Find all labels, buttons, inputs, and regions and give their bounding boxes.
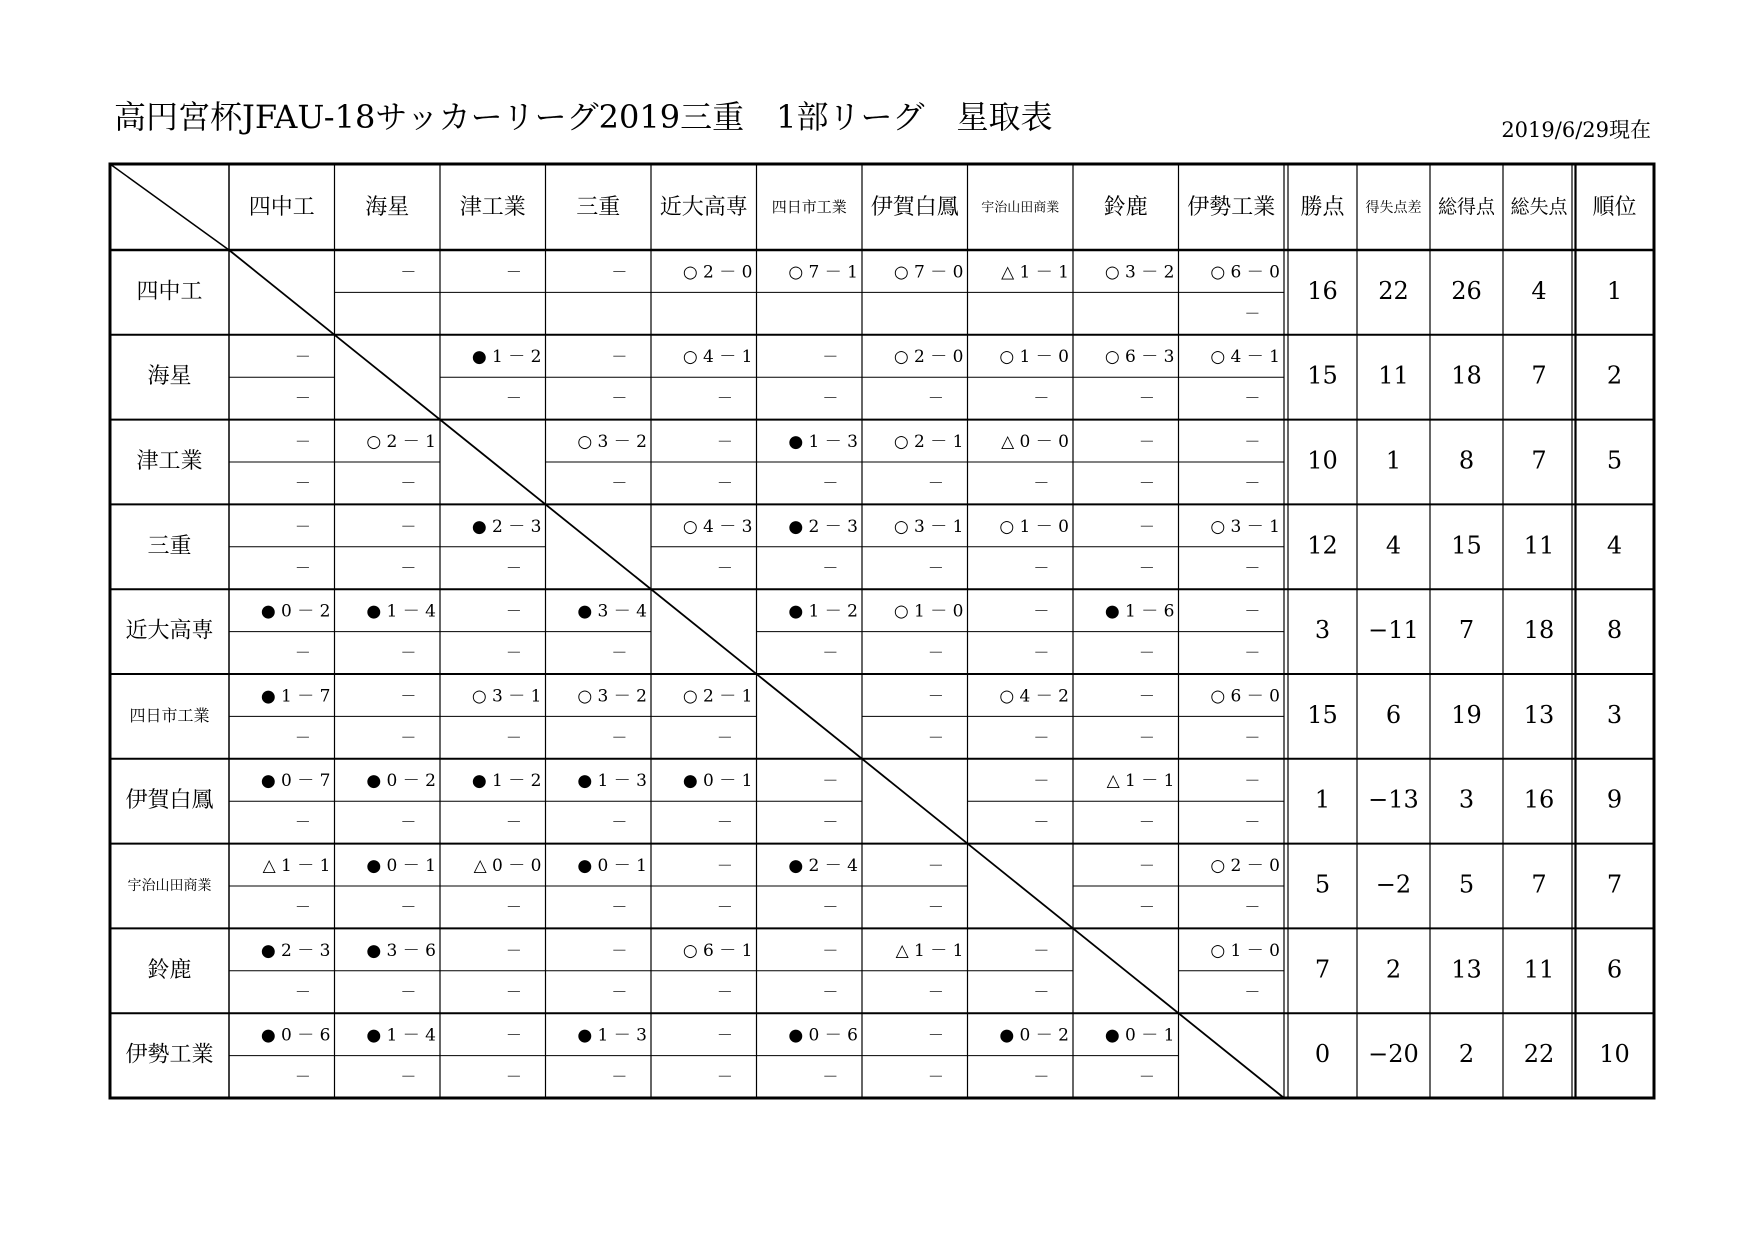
column-header-stat: 順位 — [1592, 195, 1637, 220]
match-result: － — [400, 897, 417, 917]
match-result: － — [400, 558, 417, 578]
match-result: ● 0 － 6 — [788, 1025, 858, 1046]
match-result: － — [822, 940, 839, 960]
match-result: ● 1 － 4 — [366, 601, 436, 622]
match-result: ● 3 － 4 — [577, 601, 647, 622]
match-result: ● 1 － 4 — [366, 1025, 436, 1046]
match-result: － — [611, 347, 628, 367]
match-result: － — [294, 982, 311, 1002]
stat-value: −20 — [1368, 1040, 1419, 1069]
page-title: 高円宮杯JFAU-18サッカーリーグ2019三重 1部リーグ 星取表 — [114, 98, 1053, 136]
match-result: ○ 4 － 3 — [682, 516, 753, 537]
row-header-team: 四日市工業 — [129, 705, 210, 725]
stat-value: 5 — [1314, 870, 1331, 899]
match-result: － — [822, 1067, 839, 1087]
match-result: △ 0 － 0 — [1001, 431, 1069, 452]
match-result: ○ 6 － 0 — [1210, 262, 1280, 283]
match-result: ○ 4 － 1 — [1210, 347, 1280, 368]
match-result: － — [294, 897, 311, 917]
stat-value: 5 — [1606, 446, 1623, 475]
stat-value: 26 — [1451, 276, 1482, 305]
match-result: － — [505, 982, 522, 1002]
match-result: － — [1138, 1067, 1155, 1087]
match-result: ● 0 － 2 — [366, 771, 436, 792]
match-result: ○ 4 － 1 — [682, 347, 753, 368]
match-result: － — [716, 855, 733, 875]
match-result: △ 1 － 1 — [1106, 771, 1175, 792]
stat-value: 16 — [1307, 276, 1338, 305]
stat-value: 13 — [1451, 955, 1482, 984]
match-result: － — [400, 686, 417, 706]
match-result: － — [1033, 473, 1050, 493]
stat-value: −2 — [1375, 870, 1412, 899]
match-result: － — [505, 727, 522, 747]
match-result: － — [294, 516, 311, 536]
match-result: － — [822, 982, 839, 1002]
column-header-stat: 得失点差 — [1365, 200, 1422, 216]
match-result: － — [822, 897, 839, 917]
row-header-team: 四中工 — [136, 279, 203, 305]
match-result: － — [1033, 388, 1050, 408]
match-result: ○ 2 － 1 — [682, 686, 753, 707]
match-result: － — [927, 855, 944, 875]
match-result: － — [1138, 897, 1155, 917]
match-result: － — [1033, 1067, 1050, 1087]
match-result: － — [822, 388, 839, 408]
stat-value: 22 — [1523, 1040, 1555, 1069]
match-result: ● 2 － 3 — [471, 516, 542, 537]
match-result: － — [1033, 558, 1050, 578]
match-result: ○ 1 － 0 — [893, 601, 964, 622]
match-result: － — [1244, 558, 1261, 578]
match-result: － — [294, 558, 311, 578]
stat-value: 10 — [1307, 446, 1338, 475]
match-result: ○ 1 － 0 — [999, 516, 1069, 537]
stat-value: 1 — [1314, 785, 1331, 814]
match-result: ● 1 － 2 — [471, 347, 542, 368]
stat-value: 0 — [1314, 1040, 1331, 1069]
match-result: △ 1 － 1 — [895, 940, 964, 961]
match-result: － — [822, 347, 839, 367]
match-result: － — [716, 897, 733, 917]
table-border — [110, 164, 1654, 1098]
match-result: － — [611, 262, 628, 282]
match-result: ○ 7 － 0 — [893, 262, 964, 283]
match-result: ○ 3 － 2 — [577, 686, 647, 707]
match-result: － — [505, 1067, 522, 1087]
row-header-team: 海星 — [147, 364, 192, 390]
match-result: － — [1033, 771, 1050, 791]
stat-value: 1 — [1385, 446, 1402, 475]
stat-value: 16 — [1523, 785, 1555, 814]
match-result: ○ 6 － 1 — [682, 940, 753, 961]
match-result: － — [294, 643, 311, 663]
column-header-stat: 勝点 — [1300, 195, 1345, 220]
stat-value: 9 — [1606, 785, 1623, 814]
stat-value: 4 — [1531, 276, 1547, 305]
match-result: － — [1033, 643, 1050, 663]
match-result: － — [1244, 431, 1261, 451]
row-header-team: 宇治山田商業 — [127, 878, 212, 894]
match-result: － — [822, 558, 839, 578]
match-result: － — [927, 727, 944, 747]
match-result: － — [611, 643, 628, 663]
match-result: － — [716, 473, 733, 493]
match-result: － — [1244, 771, 1261, 791]
match-result: － — [927, 982, 944, 1002]
match-result: － — [505, 643, 522, 663]
stat-value: 7 — [1458, 616, 1475, 645]
match-result: ● 2 － 4 — [788, 855, 858, 876]
stat-value: 5 — [1458, 870, 1475, 899]
match-result: － — [1244, 727, 1261, 747]
match-result: ● 1 － 2 — [788, 601, 858, 622]
match-result: △ 1 － 1 — [1001, 262, 1069, 283]
stat-value: 4 — [1385, 531, 1402, 560]
match-result: － — [927, 897, 944, 917]
match-result: △ 0 － 0 — [473, 855, 542, 876]
match-result: － — [1244, 812, 1261, 832]
stat-value: 7 — [1606, 870, 1623, 899]
stat-value: 2 — [1606, 361, 1623, 390]
match-result: － — [1138, 812, 1155, 832]
match-result: － — [505, 262, 522, 282]
match-result: △ 1 － 1 — [262, 855, 331, 876]
match-result: － — [1033, 982, 1050, 1002]
match-result: － — [400, 727, 417, 747]
match-result: － — [1033, 812, 1050, 832]
column-header-team: 三重 — [576, 195, 621, 220]
match-result: ○ 3 － 2 — [1104, 262, 1175, 283]
stat-value: 7 — [1314, 955, 1331, 984]
match-result: － — [611, 897, 628, 917]
match-result: ● 0 － 2 — [999, 1025, 1069, 1046]
match-result: － — [294, 1067, 311, 1087]
row-header-team: 伊勢工業 — [125, 1042, 214, 1068]
match-result: － — [294, 347, 311, 367]
match-result: － — [505, 940, 522, 960]
match-result: ● 1 － 3 — [788, 431, 858, 452]
match-result: ● 1 － 3 — [577, 771, 647, 792]
stat-value: 2 — [1385, 955, 1402, 984]
match-result: ○ 1 － 0 — [1210, 940, 1280, 961]
match-result: ○ 2 － 0 — [1210, 855, 1280, 876]
match-result: ● 0 － 6 — [260, 1025, 331, 1046]
row-header-team: 三重 — [147, 533, 192, 559]
match-result: － — [1244, 303, 1261, 323]
match-result: － — [1138, 643, 1155, 663]
match-result: － — [294, 431, 311, 451]
stat-value: −11 — [1368, 616, 1419, 645]
match-result: － — [927, 473, 944, 493]
column-header-team: 伊賀白鳳 — [870, 195, 959, 220]
match-result: － — [1138, 686, 1155, 706]
stat-value: 18 — [1451, 361, 1482, 390]
column-header-team: 鈴鹿 — [1103, 195, 1148, 220]
match-result: － — [1138, 473, 1155, 493]
row-header-team: 近大高専 — [125, 618, 214, 644]
stat-value: 10 — [1599, 1040, 1630, 1069]
stat-value: −13 — [1368, 785, 1419, 814]
match-result: ● 2 － 3 — [788, 516, 858, 537]
column-header-team: 海星 — [365, 195, 410, 220]
match-result: － — [1244, 897, 1261, 917]
stat-value: 4 — [1606, 531, 1623, 560]
stat-value: 7 — [1531, 361, 1547, 390]
match-result: － — [400, 643, 417, 663]
match-result: ○ 3 － 1 — [893, 516, 964, 537]
stat-value: 3 — [1606, 700, 1623, 729]
match-result: ● 0 － 7 — [260, 771, 331, 792]
match-result: ● 0 － 1 — [577, 855, 647, 876]
match-result: － — [1033, 940, 1050, 960]
match-result: － — [294, 812, 311, 832]
match-result: － — [400, 516, 417, 536]
match-result: － — [822, 771, 839, 791]
column-header-team: 伊勢工業 — [1187, 195, 1276, 220]
stat-value: 6 — [1385, 700, 1402, 729]
match-result: ● 0 － 1 — [1104, 1025, 1175, 1046]
match-result: － — [1138, 431, 1155, 451]
row-header-team: 伊賀白鳳 — [125, 788, 214, 814]
stat-value: 1 — [1606, 276, 1623, 305]
match-result: － — [400, 1067, 417, 1087]
stat-value: 15 — [1451, 531, 1482, 560]
match-result: ● 1 － 2 — [471, 771, 542, 792]
match-result: － — [927, 643, 944, 663]
stat-value: 15 — [1307, 361, 1338, 390]
stat-value: 7 — [1531, 870, 1547, 899]
match-result: － — [822, 473, 839, 493]
match-result: ○ 2 － 1 — [366, 431, 436, 452]
stat-value: 3 — [1458, 785, 1475, 814]
match-result: － — [505, 897, 522, 917]
match-result: － — [505, 388, 522, 408]
stat-value: 11 — [1523, 955, 1555, 984]
match-result: － — [400, 473, 417, 493]
match-result: － — [1244, 982, 1261, 1002]
match-result: ● 3 － 6 — [366, 940, 436, 961]
match-result: － — [294, 473, 311, 493]
match-result: － — [1138, 855, 1155, 875]
match-result: － — [927, 558, 944, 578]
match-result: － — [1244, 388, 1261, 408]
column-header-stat: 総失点 — [1510, 196, 1568, 218]
match-result: － — [927, 686, 944, 706]
match-result: － — [400, 262, 417, 282]
column-header-team: 津工業 — [459, 195, 526, 220]
match-result: － — [505, 601, 522, 621]
match-result: ● 0 － 1 — [366, 855, 436, 876]
match-result: － — [927, 1025, 944, 1045]
column-header-team: 四日市工業 — [771, 198, 847, 216]
match-result: － — [716, 812, 733, 832]
match-result: － — [1138, 516, 1155, 536]
match-result: － — [1244, 473, 1261, 493]
match-result: － — [716, 982, 733, 1002]
match-result: － — [611, 982, 628, 1002]
match-result: － — [1033, 727, 1050, 747]
match-result: ● 1 － 3 — [577, 1025, 647, 1046]
stat-value: 11 — [1378, 361, 1409, 390]
row-header-team: 鈴鹿 — [147, 957, 192, 983]
match-result: － — [1138, 727, 1155, 747]
match-result: － — [1033, 601, 1050, 621]
match-result: － — [611, 473, 628, 493]
match-result: ○ 3 － 1 — [471, 686, 542, 707]
match-result: ○ 1 － 0 — [999, 347, 1069, 368]
match-result: － — [611, 388, 628, 408]
match-result: － — [716, 1025, 733, 1045]
match-result: － — [505, 1025, 522, 1045]
match-result: ● 0 － 2 — [260, 601, 331, 622]
match-result: － — [716, 558, 733, 578]
match-result: － — [927, 1067, 944, 1087]
match-result: ○ 2 － 0 — [893, 347, 964, 368]
match-result: ○ 3 － 2 — [577, 431, 647, 452]
match-result: － — [716, 1067, 733, 1087]
match-result: － — [611, 727, 628, 747]
match-result: ● 1 － 7 — [260, 686, 331, 707]
match-result: ● 2 － 3 — [260, 940, 331, 961]
match-result: ○ 4 － 2 — [999, 686, 1069, 707]
stat-value: 15 — [1307, 700, 1338, 729]
match-result: ○ 2 － 0 — [682, 262, 753, 283]
stat-value: 19 — [1451, 700, 1482, 729]
match-result: ○ 2 － 1 — [893, 431, 964, 452]
match-result: － — [822, 812, 839, 832]
column-header-team: 四中工 — [248, 195, 315, 220]
match-result: － — [611, 1067, 628, 1087]
match-result: ● 0 － 1 — [682, 771, 753, 792]
match-result: － — [294, 727, 311, 747]
match-result: ● 1 － 6 — [1104, 601, 1175, 622]
stat-value: 8 — [1458, 446, 1475, 475]
stat-value: 12 — [1307, 531, 1338, 560]
match-result: － — [1244, 643, 1261, 663]
match-result: － — [716, 727, 733, 747]
match-result: － — [505, 558, 522, 578]
match-result: － — [294, 388, 311, 408]
match-result: － — [1244, 601, 1261, 621]
match-result: － — [927, 388, 944, 408]
stat-value: 3 — [1314, 616, 1331, 645]
corner-diagonal — [110, 164, 229, 250]
match-result: － — [716, 431, 733, 451]
column-header-team: 近大高専 — [659, 195, 748, 220]
stat-value: 8 — [1606, 616, 1623, 645]
match-result: － — [400, 812, 417, 832]
match-result: － — [716, 388, 733, 408]
stat-value: 22 — [1378, 276, 1409, 305]
column-header-team: 宇治山田商業 — [981, 200, 1060, 216]
match-result: － — [611, 940, 628, 960]
match-result: － — [822, 643, 839, 663]
match-result: － — [611, 812, 628, 832]
stat-value: 11 — [1523, 531, 1555, 560]
match-result: ○ 6 － 0 — [1210, 686, 1280, 707]
column-header-stat: 総得点 — [1437, 196, 1496, 218]
stat-value: 13 — [1523, 700, 1555, 729]
match-result: ○ 7 － 1 — [788, 262, 858, 283]
match-result: － — [505, 812, 522, 832]
stat-value: 6 — [1606, 955, 1623, 984]
match-result: ○ 3 － 1 — [1210, 516, 1280, 537]
match-result: － — [400, 982, 417, 1002]
row-header-team: 津工業 — [136, 449, 203, 474]
match-result: ○ 6 － 3 — [1104, 347, 1175, 368]
as-of-date: 2019/6/29現在 — [1501, 118, 1651, 142]
stat-value: 18 — [1523, 616, 1555, 645]
match-result: － — [1138, 558, 1155, 578]
stat-value: 2 — [1458, 1040, 1475, 1069]
match-result: － — [1138, 388, 1155, 408]
stat-value: 7 — [1531, 446, 1547, 475]
